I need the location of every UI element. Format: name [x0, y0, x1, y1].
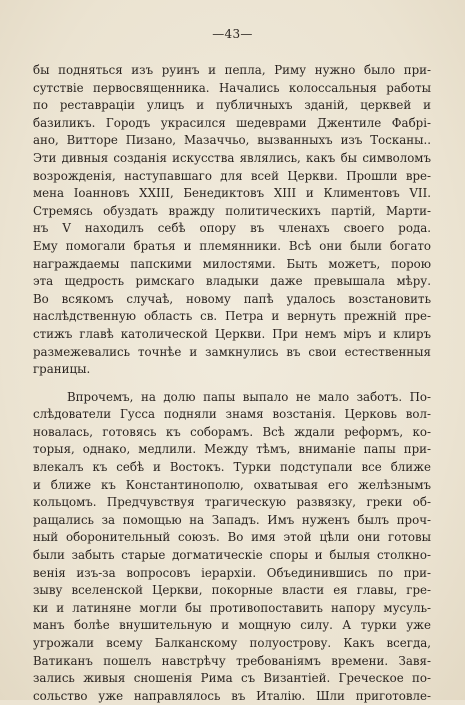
text-line: бы подняться изъ руинъ и пепла, Риму нужно было при-	[33, 63, 431, 77]
text-line: Впрочемъ, на долю папы выпало не мало заботъ. По-	[67, 389, 431, 404]
body-text	[33, 62, 431, 705]
page-number: —43—	[212, 27, 253, 41]
text-line: эта щедрость римскаго владыки даже превышала мѣру.	[33, 274, 431, 289]
text-line: кольцомъ. Предчувствуя трагическую развязку, греки об-	[33, 495, 431, 510]
text-line: ано, Витторе Пизано, Мазаччьо, вызванныхъ изъ Тосканы..	[33, 133, 431, 148]
text-line: торыя, однако, медлили. Между тѣмъ, вниманіе папы при-	[33, 442, 431, 457]
text-line: зались живыя сношенія Рима съ Византіей. Греческое по-	[33, 671, 431, 686]
text-line: наслѣдственную область св. Петра и вернуть прежній пре-	[33, 309, 431, 324]
text-line: зыву вселенской Церкви, покорные власти ея главы, гре-	[33, 583, 431, 598]
text-line: по реставраціи улицъ и публичныхъ зданій, церквей и	[33, 98, 431, 113]
text-line: новалась, готовясь къ соборамъ. Всѣ ждали реформъ, ко-	[33, 424, 431, 439]
text-line: размежевались точнѣе и замкнулись въ свои естественныя	[33, 344, 431, 359]
text-line: слѣдователи Гусса подняли знамя возстанія. Церковь вол-	[33, 407, 431, 422]
text-line: сольство уже направлялось въ Италію. Шли приготовле-	[33, 688, 431, 703]
text-line: манъ болѣе внушительную и мощную силу. А турки уже	[33, 618, 431, 633]
text-line: сутствіе первосвященника. Начались колоссальныя работы	[33, 80, 431, 95]
text-line: и ближе къ Константинополю, охватывая его желѣзнымъ	[33, 477, 431, 492]
text-line: ки и латиняне могли бы противопоставить напору мусуль-	[33, 600, 431, 615]
text-line: венія изъ-за вопросовъ іерархіи. Объединившись по при-	[33, 565, 431, 580]
text-line: были забыть старые догматическіе споры и былыя столкно-	[33, 548, 431, 563]
text-line: ращались за помощью на Западъ. Имъ нуженъ былъ проч-	[33, 512, 431, 527]
text-line: возрожденія, наступавшаго для всей Церкви. Прошли вре-	[33, 168, 431, 183]
paragraph-1	[33, 62, 431, 379]
text-line: награждаемы папскими милостями. Быть можетъ, порою	[33, 256, 431, 271]
text-line: Во всякомъ случаѣ, новому папѣ удалось возстановить	[33, 291, 431, 306]
text-line: Стремясь обуздать вражду политическихъ партій, Марти-	[33, 203, 431, 218]
text-line: угрожали всему Балканскому полуострову. Какъ всегда,	[33, 636, 431, 650]
text-line: Ему помогали братья и племянники. Всѣ они были богато	[33, 238, 431, 253]
text-line: стижъ главѣ католической Церкви. При немъ міръ и клиръ	[33, 326, 431, 341]
text-line: Эти дивныя созданія искусства являлись, какъ бы символомъ	[33, 150, 431, 165]
paragraph-gap	[33, 379, 431, 389]
text-line: базиликъ. Городъ украсился шедеврами Джентиле Фабрі-	[33, 115, 431, 130]
text-line: влекалъ къ себѣ и Востокъ. Турки подступали все ближе	[33, 460, 431, 475]
text-line: мена Іоанновъ XXIII, Бенедиктовъ XIII и Климентовъ VII.	[33, 186, 431, 201]
text-line: ный оборонительный союзъ. Во имя этой цѣли они готовы	[33, 530, 431, 545]
text-line: границы.	[33, 362, 91, 377]
text-line: Ватиканъ пошелъ навстрѣчу требованіямъ времени. Завя-	[33, 653, 431, 668]
text-line: нъ V находилъ себѣ опору въ членахъ своего рода.	[33, 221, 431, 236]
paragraph-2	[33, 389, 431, 705]
